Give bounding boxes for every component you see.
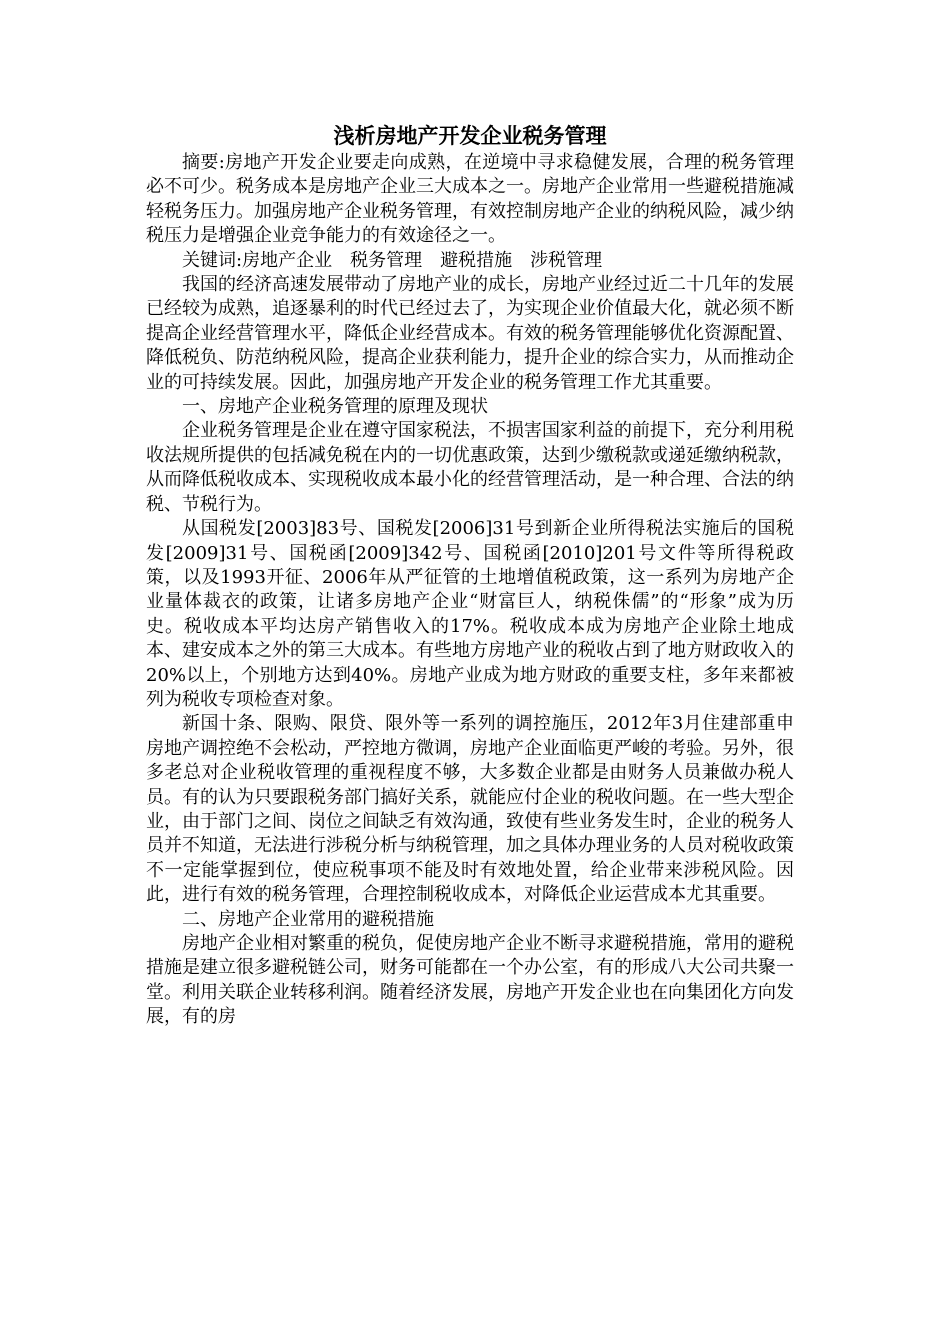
- keyword-item: 涉税管理: [530, 249, 603, 271]
- keyword-item: 税务管理: [350, 249, 423, 271]
- keyword-item: 避税措施: [440, 249, 513, 271]
- body-paragraph: 企业税务管理是企业在遵守国家税法，不损害国家利益的前提下，充分利用税收法规所提供的包括减免税在内的一切优惠政策，达到少缴税款或递延缴纳税款，从而降低税收成本、实现税收成本最小化的经营管理活动，是一种合理、合法的纳税、节税行为。: [146, 420, 794, 515]
- section-heading: 二、房地产企业常用的避税措施: [182, 908, 434, 930]
- body-paragraph: 从国税发[2003]83号、国税发[2006]31号到新企业所得税法实施后的国税发[2009]31号、国税函[2009]342号、国税函[2010]201号文件等所得税政策，以及1993开征、2006年从严征管的土地增值税政策，这一系列为房地产企业量体裁衣的政策，让诸多房地产企业“财富巨人，纳税侏儒”的“形象”成为历史。税收成本平均达房产销售收入的17%。税收成本成为房地产企业除土地成本、建安成本之外的第三大成本。有些地方房地产业的税收占到了地方财政收入的20%以上，个别地方达到40%。房地产业成为地方财政的重要支柱，多年来都被列为税收专项检查对象。: [146, 518, 794, 710]
- abstract-paragraph: 摘要:房地产开发企业要走向成熟，在逆境中寻求稳健发展，合理的税务管理必不可少。税务成本是房地产企业三大成本之一。房地产企业常用一些避税措施减轻税务压力。加强房地产企业税务管理，有效控制房地产企业的纳税风险，减少纳税压力是增强企业竞争能力的有效途径之一。: [146, 152, 794, 247]
- body-paragraph: 房地产企业相对繁重的税负，促使房地产企业不断寻求避税措施，常用的避税措施是建立很多避税链公司，财务可能都在一个办公室，有的形成八大公司共聚一堂。利用关联企业转移利润。随着经济发展，房地产开发企业也在向集团化方向发展，有的房: [146, 933, 794, 1028]
- section-heading: 一、房地产企业税务管理的原理及现状: [182, 396, 488, 418]
- body-paragraph: 我国的经济高速发展带动了房地产业的成长，房地产业经过近二十几年的发展已经较为成熟，追逐暴利的时代已经过去了，为实现企业价值最大化，就必须不断提高企业经营管理水平，降低企业经营成本。有效的税务管理能够优化资源配置、降低税负、防范纳税风险，提高企业获利能力，提升企业的综合实力，从而推动企业的可持续发展。因此，加强房地产开发企业的税务管理工作尤其重要。: [146, 274, 794, 393]
- document-page: [146, 121, 794, 1030]
- document-title: 浅析房地产开发企业税务管理: [333, 123, 607, 148]
- keywords-line: [146, 249, 794, 273]
- keyword-item: 房地产企业: [242, 249, 333, 271]
- body-paragraph: 新国十条、限购、限贷、限外等一系列的调控施压，2012年3月住建部重申房地产调控绝不会松动，严控地方微调，房地产企业面临更严峻的考验。另外，很多老总对企业税收管理的重视程度不够，大多数企业都是由财务人员兼做办税人员。有的认为只要跟税务部门搞好关系，就能应付企业的税收问题。在一些大型企业，由于部门之间、岗位之间缺乏有效沟通，致使有些业务发生时，企业的税务人员并不知道，无法进行涉税分析与纳税管理，加之具体办理业务的人员对税收政策不一定能掌握到位，使应税事项不能及时有效地处置，给企业带来涉税风险。因此，进行有效的税务管理，合理控制税收成本，对降低企业运营成本尤其重要。: [146, 713, 794, 906]
- keywords-label: 关键词:: [182, 249, 243, 271]
